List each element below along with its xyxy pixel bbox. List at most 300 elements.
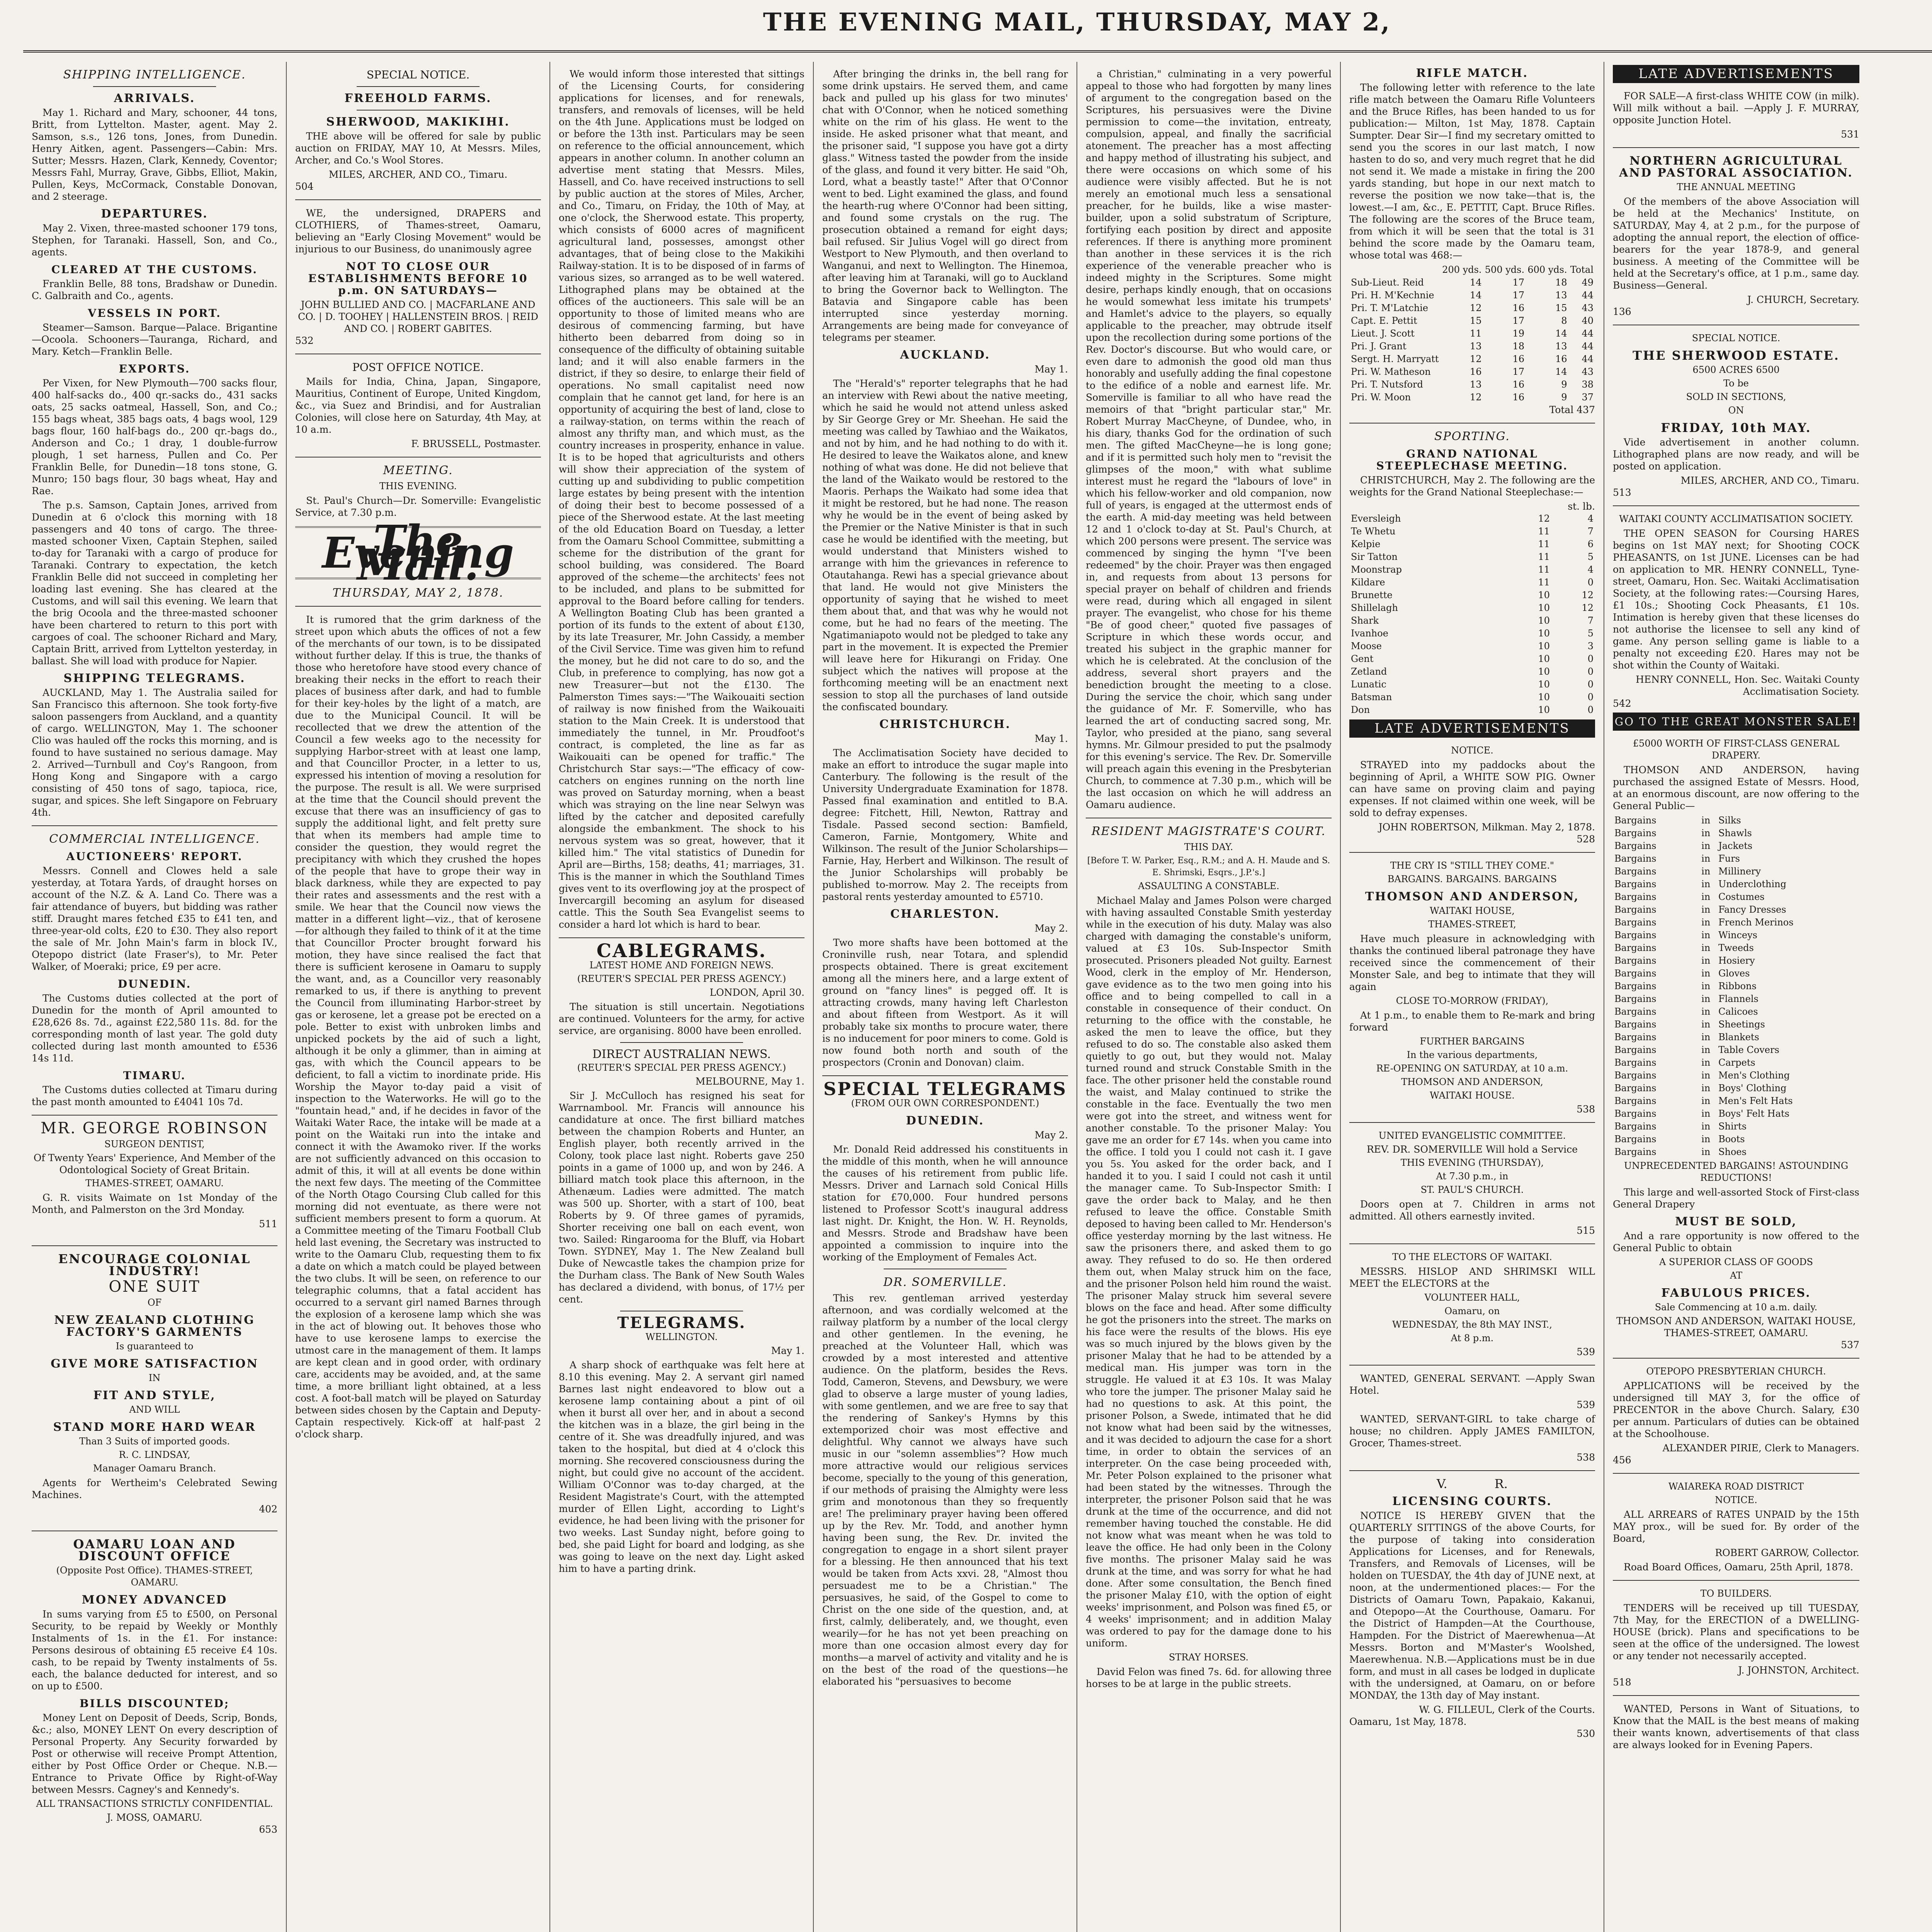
departures-heading: DEPARTURES. [101, 207, 208, 221]
table-cell: Pri. T. Nutsford [1351, 379, 1423, 390]
rm-court-heading: RESIDENT MAGISTRATE'S COURT. [1091, 825, 1326, 838]
table-cell: 3 [1587, 641, 1594, 651]
suit-line: Is guaranteed to [116, 1341, 194, 1352]
bargains-word: Bargains [1614, 853, 1656, 864]
bargains-word: Bargains [1614, 815, 1656, 826]
column-4 [814, 62, 1077, 1932]
bargains-word: Bargains [1614, 1006, 1656, 1017]
monster-sale-sub: £5000 WORTH OF FIRST-CLASS GENERAL DRAPERY. [1633, 738, 1840, 761]
in-word: in [1701, 968, 1711, 979]
editorial-body: It is rumored that the grim darkness of the street upon which abuts the offices of not a few of the merchants of our town, is to be dissipated without further delay. If this is true, the thanks of those who heretofore have stood every chance of breaking their necks in the effort to reach their places of business after dark, and had to fumble for their key-holes by the light of a match, are due to the Municipal Council. It will be recollected that we drew the attention of the Council a few weeks ago to the necessity for supplying Harbor-street with at least one lamp, and that Councillor Procter, in a letter to us, expressed his intention of moving a resolution for the purpose. The result is all. We were surprised at the time that the Council should prevent the excuse that there was an insufficiency of gas to supply the additional light, and felt pretty sure that when its members had ample time to consider the question, they would regret the precipitancy with which they crushed the hopes of the people that have to grope their way in black darkness, while they are expected to pay their rates and assessments and the rest with a smile. We hear that the Council now views the matter in a different light—viz., that of kerosene—for although they failed to think of it at the time that Councillor Procter brought forward his motion, they have since realised the fact that there is sufficient kerosene in Oamaru to supply the want, and, as a Councillor very reasonably remarked to us, if there is anything to prevent the Council from illuminating Harbor-street by gas or kerosene, let a grease pot be erected on a pole. Better to exist with unbroken limbs and unpicked pockets by the aid of such a light, although it be only a glimmer, than in aiming at gas, with which the Council appears to be deficient, to fall a victim to inordinate pride. His Worship the Mayor to-day paid a visit of inspection to the Waterworks. He will go to the "fountain head," and, if he decides in favor of the Waitaki Water Race, the intake will be made at a point on the Waitaki run into the intake and connect it with the Awamoko river. If the works are not sufficiently advanced on this occasion to admit of this, it will at all events be done within the next few days. The meeting of the Committee of the North Otago Coursing Club called for this morning did not eventuate, as there were not sufficient members present to form a quorum. At a Committee meeting of the Timaru Football Club held last evening, the Secretary was instructed to write to the Oamaru Club, requesting them to fix a date on which a match could be played between the two clubs. It will be seen, on reference to our telegraphic columns, that a fatal accident has occurred to a servant girl named Barnes through the explosion of a kerosene lamp which she was in the act of blowing out. It behoves those who have to use kerosene lamps to exercise the utmost care in the management of them. It lamps are kept clean and in good order, with ordinary care, accidents may be avoided, and, at the same time, a more brilliant light obtained, at a less cost. A foot-ball match will be played on Saturday between sides chosen by the Captain and Deputy-Captain respectively. Kick-off at half-past 2 o'clock sharp. [295, 614, 541, 1440]
in-word: in [1701, 853, 1711, 864]
waiareka-sub: NOTICE. [1715, 1495, 1757, 1505]
table-cell: 17 [1512, 315, 1525, 326]
dentist-note: G. R. visits Waimate on 1st Monday of the Month, and Palmerston on the 3rd Monday. [32, 1192, 277, 1215]
waiareka-sign: ROBERT GARROW, Collector. [1715, 1547, 1859, 1558]
dentist-body: Of Twenty Years' Experience, And Member of the Odontological Society of Great Britain. [33, 1152, 276, 1175]
loan-advanced: MONEY ADVANCED [82, 1593, 228, 1607]
suit-note: Agents for Wertheim's Celebrated Sewing Machines. [32, 1477, 277, 1500]
ad-number: 518 [1613, 1677, 1631, 1688]
table-row [1613, 1044, 1859, 1056]
australian-body: Sir J. McCulloch has resigned his seat for Warrnambool. Mr. Francis will announce his candidature at once. The first billiard matches between the champion Roberts and Hunter, an English player, both recently arrived in the Colony, took place last night. Roberts gave 250 points in a game of 1000 up, and won by 246. A billiard match took place this afternoon, in the Athenæum. Ladies were admitted. The match was 500 up. Shorter, with a start of 100, beat Roberts by 9. Of three games of pyramids, Shorter receiving one ball on each event, won two. Sailed: Ringarooma for the Bluff, via Hobart Town. SYDNEY, May 1. The New Zealand bull Duke of Newcastle takes the champion prize for the Durham class. The Bank of New South Wales has declared a dividend, with bonus, of 17½ per cent. [559, 1090, 804, 1305]
table-cell: 12 [1470, 392, 1482, 403]
table-row [1613, 865, 1859, 878]
divider [1613, 1473, 1859, 1474]
freehold-body: THE above will be offered for sale by public auction on FRIDAY, MAY 10, At Messrs. Miles, Archer, and Co.'s Wool Stores. [295, 131, 541, 166]
table-row [1349, 691, 1595, 704]
dunedin-heading: DUNEDIN. [906, 1114, 985, 1128]
electors-heading: TO THE ELECTORS OF WAITAKI. [1392, 1252, 1552, 1262]
unprecedented-must: MUST BE SOLD, [1675, 1215, 1797, 1228]
table-cell: 16 [1555, 354, 1567, 364]
rifle-match-heading: RIFLE MATCH. [1416, 66, 1529, 80]
divider [32, 1245, 277, 1246]
electors-hall: VOLUNTEER HALL, [1424, 1292, 1520, 1303]
otepopo-body: APPLICATIONS will be received by the undersigned till MAY 3, for the office of PRECENTOR in the above Church. Salary, £30 per annum. Particulars of duties can be obtained at the Schoolhouse. [1613, 1380, 1859, 1439]
cable-body: The situation is still uncertain. Negotiations are continued. Volunteers for the army, for active service, are organising. 8000 have been enrolled. [559, 1001, 804, 1036]
shipping-notes: The p.s. Samson, Captain Jones, arrived from Dunedin at 6 o'clock this morning with 18 passengers and 40 tons of cargo. The three-masted schooner Vixen, Captain Stephen, sailed to-day for Taranaki with a cargo of produce for Taranaki. Contrary to expectation, the ketch Franklin Belle did not succeed in completing her loading last evening. She has cleared at the Customs, and will sail this evening. We learn that the brig Ocoola and the three-masted schooner have been chartered to return to this port with cargoes of coal. The schooner Richard and Mary, Captain Britt, arrived from Lyttelton yesterday, in ballast. She will load with produce for Napier. [32, 500, 277, 667]
table-cell: 5 [1587, 551, 1594, 562]
ta-street: THAMES-STREET, [1428, 919, 1516, 930]
bargain-item: Fancy Dresses [1718, 904, 1786, 915]
ad-number: 542 [1613, 698, 1631, 709]
masthead [23, 8, 1932, 53]
in-word: in [1701, 1121, 1711, 1132]
rifle-total-row [1349, 404, 1595, 416]
in-word: in [1701, 866, 1711, 877]
otepopo-sign: ALEXANDER PIRIE, Clerk to Managers. [1662, 1442, 1859, 1454]
waiareka-body: ALL ARREARS of RATES UNPAID by the 15th MAY prox., will be sued for. By order of the Board, [1613, 1509, 1859, 1544]
cry-heading: THE CRY IS "STILL THEY COME." [1390, 860, 1554, 871]
inport-body: Steamer—Samson. Barque—Palace. Brigantine—Ocoola. Schooners—Tauranga, Richard, and Mary. Ketch—Franklin Belle. [32, 322, 277, 357]
table-header-cell: 200 yds. [1442, 264, 1482, 275]
bargains-word: Bargains [1614, 1032, 1656, 1043]
in-word: in [1701, 1146, 1711, 1157]
in-word: in [1701, 840, 1711, 851]
divider [357, 86, 480, 87]
table-cell: 12 [1538, 513, 1550, 524]
builders-heading: TO BUILDERS. [1700, 1588, 1772, 1599]
table-cell: 6 [1587, 539, 1594, 549]
table-cell: 44 [1582, 290, 1594, 301]
table-row [1613, 903, 1859, 916]
bargain-item: Shirts [1718, 1121, 1747, 1132]
charleston-body: Two more shafts have been bottomed at the Croninville rush, near Totara, and splendid prospects obtained. There is great excitement among all the miners here, and a large extent of ground on "fancy lines" is pegged off. It is attracting crowds, many having left Charleston and about fifteen from Westport. As it will probably take six months to procure water, there is no inducement for poor miners to come. Gold is now found both north and south of the prospectors (Cronin and Donovan) claim. [822, 937, 1068, 1068]
bargain-item: Underclothing [1718, 879, 1786, 889]
column-5 [1077, 62, 1341, 1932]
ad-number: 515 [1577, 1225, 1595, 1236]
uec-body: REV. DR. SOMERVILLE Will hold a Service [1366, 1144, 1578, 1155]
table-row [1613, 1056, 1859, 1069]
meeting-heading: MEETING. [383, 464, 453, 477]
table-cell: Kelpie [1351, 539, 1381, 549]
sherwood-body: Vide advertisement in another column. Lithographed plans are now ready, and will be posted on application. [1613, 437, 1859, 472]
ad-number: 528 [1577, 833, 1595, 845]
bargain-item: Blankets [1718, 1032, 1759, 1043]
notice-sign: JOHN ROBERTSON, Milkman. May 2, 1878. [1378, 821, 1595, 833]
ta-sign: THOMSON AND ANDERSON, [1401, 1077, 1543, 1087]
table-header-cell: Total [1570, 264, 1594, 275]
sherwood-acres: 6500 ACRES 6500 [1692, 364, 1780, 375]
australian-attribution: (REUTER'S SPECIAL PER PRESS AGENCY.) [577, 1062, 786, 1073]
special-notice-heading: SPECIAL NOTICE. [366, 68, 470, 81]
bargains-word: Bargains [1614, 866, 1656, 877]
table-row [1613, 993, 1859, 1005]
meeting-body: St. Paul's Church—Dr. Somerville: Evangelistic Service, at 7.30 p.m. [295, 495, 541, 518]
table-row [1613, 852, 1859, 865]
table-row [1349, 551, 1595, 563]
table-cell: Shark [1351, 615, 1379, 626]
table-cell: 11 [1538, 564, 1550, 575]
late-adverts-banner: LATE ADVERTISEMENTS [1613, 65, 1859, 83]
bargains-word: Bargains [1614, 1057, 1656, 1068]
uec-where: ST. PAUL'S CHURCH. [1420, 1184, 1524, 1195]
licensing-sign: W. G. FILLEUL, Clerk of the Courts. [1419, 1704, 1595, 1715]
table-cell: 5 [1587, 628, 1594, 639]
rifle-total-label: Total [1549, 404, 1574, 415]
stray-horses-body: David Felon was fined 7s. 6d. for allowing three horses to be at large in the public streets. [1086, 1666, 1332, 1689]
loan-advert [32, 1538, 277, 1835]
in-word: in [1701, 815, 1711, 826]
telegrams-dateline: May 1. [771, 1345, 804, 1356]
servant-advert-1: WANTED, GENERAL SERVANT. —Apply Swan Hotel. [1349, 1373, 1595, 1396]
ad-number: 532 [295, 335, 314, 346]
table-row [1349, 353, 1595, 366]
uec-when: THIS EVENING (THURSDAY), [1400, 1157, 1544, 1168]
bargains-word: Bargains [1614, 1121, 1656, 1132]
christchurch-heading: CHRISTCHURCH. [879, 718, 1011, 731]
freehold-heading: FREEHOLD FARMS. [344, 92, 492, 105]
table-row [1613, 1018, 1859, 1031]
bargain-item: Sheetings [1718, 1019, 1765, 1030]
uec-heading: UNITED EVANGELISTIC COMMITTEE. [1378, 1130, 1566, 1141]
electors-place: Oamaru, on [1444, 1306, 1500, 1316]
table-cell: 10 [1538, 653, 1550, 664]
otepopo-heading: OTEPOPO PRESBYTERIAN CHURCH. [1646, 1366, 1826, 1377]
unprecedented-fabulous: FABULOUS PRICES. [1661, 1286, 1811, 1300]
australian-dateline: MELBOURNE, May 1. [695, 1076, 804, 1087]
ta-sign-2: WAITAKI HOUSE. [1430, 1090, 1515, 1101]
table-cell: 43 [1582, 366, 1594, 377]
licensing-heading: LICENSING COURTS. [1392, 1495, 1552, 1508]
drapers-agree: NOT TO CLOSE OUR ESTABLISHMENTS BEFORE 10 p.m. ON SATURDAYS— [308, 260, 528, 297]
nopa-body: Of the members of the above Association will be held at the Mechanics' Institute, on SATURDAY, May 4, at 2 p.m., for the purpose of adopting the annual report, the election of office-bearers for the year 1878-9, and general business. A meeting of the Committee will be held at the Secretary's office, at 1 p.m., same day. Business—General. [1613, 196, 1859, 291]
table-cell: 11 [1538, 539, 1550, 549]
exports-body: Per Vixen, for New Plymouth—700 sacks flour, 400 half-sacks do., 400 qr.-sacks do., 431 sacks oats, 25 sacks oatmeal, Hassell, Son, and Co.; 155 bags wheat, 385 bags oats, 4 bags wool, 129 bags flour, 160 half-bags do., 200 qr.-bags do., Anderson and Co.; 1 dray, 1 double-furrow plough, 1 set harness, Pullen and Co. Per Franklin Belle, for Dunedin—18 tons stone, G. Munro; 150 bags flour, 30 bags wheat, Hay and Rae. [32, 378, 277, 497]
auctioneers-body: Messrs. Connell and Clowes held a sale yesterday, at Totara Yards, of draught horses on account of the N.Z. & A. Land Co. There was a fair attendance of buyers, but bidding was rather stiff. Draught mares fetched £35 to £41 ten, and three-year-old colts, £20 to £30. They also report the sale of Mr. John Main's farm in block IV., Otepopo district (late Fraser's), to Mr. Peter Walker, of Moeraki; price, £9 per acre. [32, 865, 277, 972]
in-word: in [1701, 879, 1711, 889]
bargain-item: Shawls [1718, 828, 1752, 838]
uec-time: At 7.30 p.m., in [1436, 1171, 1509, 1182]
table-row [1349, 276, 1595, 289]
table-cell: Pri. T. M'Latchie [1351, 303, 1429, 313]
ad-number: 538 [1577, 1104, 1595, 1115]
meeting-sub: THIS EVENING. [379, 481, 457, 492]
ad-number: 653 [259, 1824, 277, 1835]
table-row [1613, 1069, 1859, 1082]
table-row [1613, 891, 1859, 903]
table-row [1613, 1031, 1859, 1044]
sherwood-sold: SOLD IN SECTIONS, [1686, 391, 1786, 402]
in-word: in [1701, 1019, 1711, 1030]
special-telegrams-heading: SPECIAL TELEGRAMS [823, 1078, 1067, 1099]
christchurch-dateline: May 1. [1034, 733, 1068, 744]
bargain-item: Men's Felt Hats [1718, 1095, 1793, 1106]
newspaper-page [23, 62, 1932, 1932]
table-cell: 44 [1582, 328, 1594, 339]
table-row [1613, 1095, 1859, 1107]
ta-further: FURTHER BARGAINS [1420, 1036, 1525, 1047]
table-cell: 11 [1538, 577, 1550, 588]
uec-note: Doors open at 7. Children in arms not admitted. All others earnestly invited. [1349, 1199, 1595, 1222]
bargain-item: Gloves [1718, 968, 1750, 979]
masthead-title: THE EVENING MAIL, THURSDAY, MAY 2, [763, 8, 1391, 37]
table-row [1613, 1005, 1859, 1018]
table-cell: 43 [1582, 303, 1594, 313]
in-word: in [1701, 1083, 1711, 1094]
bargain-item: Winceys [1718, 930, 1757, 940]
ad-number: 539 [1577, 1346, 1595, 1357]
unprecedented-body: This large and well-assorted Stock of First-class General Drapery [1613, 1187, 1859, 1210]
sherwood-sign: MILES, ARCHER, AND CO., Timaru. [1680, 475, 1859, 486]
column-3 [550, 62, 814, 1932]
ad-number: 538 [1577, 1452, 1595, 1463]
telegrams-place: WELLINGTON. [645, 1332, 718, 1342]
ad-number: 537 [1841, 1339, 1859, 1350]
loan-footer: ALL TRANSACTIONS STRICTLY CONFIDENTIAL. [36, 1798, 273, 1809]
bargains-word: Bargains [1614, 1095, 1656, 1106]
in-word: in [1701, 1134, 1711, 1145]
bargain-item: Shoes [1718, 1146, 1747, 1157]
ta-close: CLOSE TO-MORROW (FRIDAY), [1396, 995, 1549, 1006]
column-1 [23, 62, 287, 1932]
rifle-scores-table [1349, 264, 1595, 404]
table-cell: 17 [1512, 277, 1525, 288]
table-cell: Moose [1351, 641, 1382, 651]
grand-national-heading: GRAND NATIONAL STEEPLECHASE MEETING. [1376, 447, 1568, 472]
post-office-sign: F. BRUSSELL, Postmaster. [411, 438, 541, 449]
table-cell: 10 [1538, 590, 1550, 600]
sherwood-heading: THE SHERWOOD ESTATE. [1633, 348, 1840, 363]
table-cell: Pri. W. Matheson [1351, 366, 1431, 377]
table-header-row [1349, 264, 1595, 276]
table-cell: Gent [1351, 653, 1374, 664]
sporting-heading: SPORTING. [1434, 430, 1510, 443]
dentist-advert [32, 1119, 277, 1230]
bargains-word: Bargains [1614, 891, 1656, 902]
table-cell: Brunette [1351, 590, 1393, 600]
table-cell: 16 [1512, 303, 1525, 313]
weights-units: st. lb. [1568, 501, 1595, 512]
table-cell: 12 [1470, 303, 1482, 313]
table-row [1349, 512, 1595, 525]
unprecedented-heading: UNPRECEDENTED BARGAINS! ASTOUNDING REDUCTIONS! [1624, 1160, 1849, 1183]
cable-attribution: (REUTER'S SPECIAL PER PRESS AGENCY.) [577, 973, 786, 984]
table-cell: 10 [1538, 704, 1550, 715]
table-cell: 11 [1538, 526, 1550, 537]
bargains-word: Bargains [1614, 1108, 1656, 1119]
table-cell: 14 [1470, 290, 1482, 301]
table-cell: 10 [1538, 641, 1550, 651]
table-cell: 13 [1555, 341, 1567, 352]
divider [1613, 1580, 1859, 1581]
section-commercial: COMMERCIAL INTELLIGENCE. [49, 832, 260, 846]
table-row [1613, 1120, 1859, 1133]
table-row [1349, 653, 1595, 665]
dentist-address: THAMES-STREET, OAMARU. [85, 1178, 224, 1189]
table-cell: 13 [1470, 379, 1482, 390]
table-row [1349, 289, 1595, 302]
table-row [1349, 391, 1595, 404]
wcas-sign: HENRY CONNELL, Hon. Sec. Waitaki County Acclimatisation Society. [1636, 674, 1859, 697]
suit-line: Than 3 Suits of imported goods. [79, 1436, 230, 1447]
christchurch-body: The Acclimatisation Society have decided to make an effort to introduce the sugar maple into Canterbury. The following is the result of the University Undergraduate Examination for 1878. Passed final examination and entitled to B.A. degree: Fitchett, Hill, Newton, Rattray and Tisdale. Passed second section: Bamfield, Cameron, Farnie, Montgomery, White and Wilkinson. The result of the Junior Scholarships—Farnie, Hay, Herbert and Wilkinson. The result of the Junior Scholarships will probably be published to-morrow. May 2. The receipts from pastoral rents yesterday amounted to £5710. [822, 747, 1068, 902]
charleston-dateline: May 2. [1034, 923, 1068, 934]
bargains-word: Bargains [1614, 1146, 1656, 1157]
bargains-word: Bargains [1614, 840, 1656, 851]
cablegrams-heading: CABLEGRAMS. [596, 940, 767, 962]
local-news-body: We would inform those interested that sittings of the Licensing Courts, for considering applications for licenses, and for renewals, transfers, and removals of licenses, will be held on the 4th June. Applications must be lodged on or before the 13th inst. Particulars may be seen on reference to the official announcement, which appears in another column. In another column an advertise ment stating that Messrs. Miles, Hassell, and Co. have received instructions to sell by public auction at the stores of Miles, Archer, and Co., Timaru, on Friday, the 10th of May, at one o'clock, the Sherwood estate. This property, which consists of 6000 acres of magnificent agricultural land, possesses, amongst other advantages, that of being close to the Makikihi Railway-station. It is to be disposed of in farms of various sizes, so arranged as to be well watered. Lithographed plans may be obtained at the offices of the auctioneers. This sale will be an opportunity to those of limited means who are desirous of commencing farming, but have hitherto been debarred from doing so in consequence of the difficulty of obtaining suitable land; and it will also enable farmers in the district, if they so desire, to enlarge their field of operations. No small capitalist need now complain that he cannot get land, for here is an opportunity of acquiring the best of land, close to a railway-station, on terms within the reach of almost any thrifty man, and which must, as the country increases in prosperity, enhance in value. It is to be hoped that agriculturists and others will show their appreciation of the system of cutting up and subdividing to public competition large estates by being present with the intention of doing their best to become possessed of a piece of the Sherwood estate. At the last meeting of the old Education Board on Tuesday, a letter from the Oamaru School Committee, submitting a scheme for the distribution of the grant for school building, was considered. The Board approved of the scheme—the architects' fees not to be included, and plans to be submitted for approval to the Board before calling for tenders. A Wellington Boating Club has been granted a portion of its funds to the extent of about £130, by its late Treasurer, Mr. John Cassidy, a member of the Civil Service. Time was given him to refund the money, but he did not care to do so, and the Club, in preference to complying, has now got a new Treasurer—but not the £130. The Palmerston Times says:—"The Waikouaiti section of railway is now finished from the Waikouaiti station to the Main Creek. It is understood that immediately the tunnel, in Mr. Proudfoot's contract, is completed, the line as far as Waikouaiti can be opened for traffic." The Christchurch Star says:—"The efficacy of cow-catchers on engines running on the north line was proved on Saturday morning, when a beast which was straying on the line near Selwyn was lifted by the catcher and deposited carefully alongside the embankment. The shock to his nervous system was so great, however, that it killed him." The vital statistics of Dunedin for April are—Births, 158; deaths, 41; marriages, 31. This is the manner in which the Southland Times gives vent to its overflowing joy at the prospect of Invercargill becoming an asylum for diseased cattle. This the South Sea Evangelist seems to consider a hard lot which is hard to bear. [559, 68, 804, 930]
table-cell: 10 [1538, 628, 1550, 639]
in-word: in [1701, 828, 1711, 838]
auckland-dateline: May 1. [1034, 364, 1068, 375]
nopa-sign: J. CHURCH, Secretary. [1747, 294, 1859, 305]
table-row [1613, 1146, 1859, 1158]
table-cell: 14 [1470, 277, 1482, 288]
electors-time: At 8 p.m. [1451, 1333, 1494, 1344]
table-cell: 38 [1582, 379, 1594, 390]
table-cell: Eversleigh [1351, 513, 1401, 524]
column-6 [1341, 62, 1604, 1932]
nopa-heading: NORTHERN AGRICULTURAL AND PASTORAL ASSOCIATION. [1619, 154, 1853, 180]
somerville-heading: DR. SOMERVILLE. [883, 1276, 1007, 1289]
table-cell: Capt. E. Pettit [1351, 315, 1417, 326]
servant-advert-2: WANTED, SERVANT-GIRL to take charge of house; no children. Apply JAMES FAMILTON, Grocer, Thames-street. [1349, 1413, 1595, 1449]
monster-sale-banner: GO TO THE GREAT MONSTER SALE! [1613, 713, 1859, 731]
drapers-body: WE, the undersigned, DRAPERS and CLOTHIERS, of Thames-street, Oamaru, believing an "Early Closing Movement" would be injurious to our Business, do unanimously agree [295, 207, 541, 255]
exports-heading: EXPORTS. [119, 362, 190, 375]
table-cell: 14 [1555, 328, 1567, 339]
post-office-body: Mails for India, China, Japan, Singapore, Mauritius, Continent of Europe, United Kingdom, &c., via Suez and Brindisi, and for Australian Colonies, will close here on Saturday, 4th May, at 10 a.m. [295, 376, 541, 435]
sherwood-heading: SHERWOOD, MAKIKIHI. [326, 115, 510, 129]
bargains-word: Bargains [1614, 879, 1656, 889]
telegrams-body: A sharp shock of earthquake was felt here at 8.10 this evening. May 2. A servant girl named Barnes last night endeavored to blow out a kerosene lamp containing about a pint of oil when it burst all over her, and in about a second the kitchen was in a blaze, the girl being in the centre of it. She was dreadfully injured, and was taken to the hospital, but died at 4 o'clock this morning. She recovered consciousness during the night, but could give no account of the accident. William O'Connor was to-day charged, at the Resident Magistrate's Court, with the attempted murder of Ellen Light, according to Light's evidence, he had been living with the prisoner for two weeks. Last Sunday night, before going to bed, she paid Light for board and lodging, as she was going to leave on the next day. Light asked him to have a parting drink. [559, 1359, 804, 1574]
table-cell [1349, 264, 1440, 276]
table-row [1613, 916, 1859, 929]
table-cell: 11 [1470, 328, 1482, 339]
table-row [1349, 327, 1595, 340]
table-cell: 44 [1582, 341, 1594, 352]
somerville-continued: a Christian," culminating in a very powerful appeal to those who had forgotten by many lines of argument to the congregation based on the Scriptures, his persuasives were the Divine permission to come—the invitation, entreaty, compulsion, appeal, and finally the sacrificial atonement. The preacher has a most affecting and happy method of illustrating his subject, and there were occasions on which some of his audience were visibly affected. But he is not merely an emotional much less a sensational preacher, for he builds, like a wise master-builder, upon a solid substratum of Scripture, fortifying each position by direct and apposite references. If there is anything more prominent than another in these services it is the rich experience of the venerable preacher who is indeed mighty in the Scriptures. Some might desire, perhaps kindly enough, that on occasions he would somewhat less imitate his trumpets' and Hamlet's advice to the players, so equally applicable to the preacher, may obtrude itself upon the recollection during some portions of the Rev. Doctor's discourse. But who would care, or even dare to admonish the good old man thus honorably and usefully adding the final copestone to the edifice of a noble and earnest life. Mr. Somerville is familiar to all who have read the memoirs of that "bright particular star," Mr. Robert Murray MacCheyne, of Dundee, who, in his diary, thanks God for the ordination of such men. The gifted MacCheyne—he is long gone; and if it is permitted such holy men to "revisit the glimpses of the moon," with what sublime interest must he regard the "labours of love" in which his fellow-worker and old companion, now full of years, is engaged at the uttermost ends of the earth. A mid-day meeting was held between 12 and 1 o'clock to-day at St. Paul's Church, at which 200 persons were present. The service was commenced by singing the hymn "I've been redeemed" by the choir. Prayer was then engaged in, and requests from about 13 persons for special prayer on behalf of children and friends were read, during which all engaged in silent prayer. The evangelist, who chose for his theme "Be of good cheer," quoted five passages of Scripture in which these words occur, and treated his subject in the graphic manner for which he is celebrated. At the conclusion of the address, several short prayers and the benediction brought the meeting to a close. During the service the choir, which sang under the guidance of Mr. F. Somerville, who has learned the art of conducting sacred song, Mr. Taylor, who presided at the piano, sang several hymns. Mr. Gilmour presided to put the psalmody for this evening's service. The Rev. Dr. Somerville will preach again this evening in the Presbyterian Church, to commence at 7.30 p.m., which will be the last occasion on which he will address an Oamaru audience. [1086, 68, 1332, 810]
table-cell: 49 [1582, 277, 1594, 288]
suit-line: OF [147, 1297, 162, 1308]
timaru-customs-body: The Customs duties collected at Timaru during the past month amounted to £4041 10s 7d. [32, 1084, 277, 1107]
table-cell: 7 [1587, 615, 1594, 626]
table-cell: 19 [1512, 328, 1525, 339]
arrivals-body: May 1. Richard and Mary, schooner, 44 tons, Britt, from Lyttelton. Master, agent. May 2. Samson, s.s., 126 tons, Jones, from Dunedin. Henry Aitken, agent. Passengers—Cabin: Mrs. Sutter; Messrs. Hazen, Clark, Kennedy, Coventor; Messrs Fahl, Murray, Grave, Gibbs, Elliot, Makin, Pullen, Keys, McCormack, Constable Donovan, and 2 steerage. [32, 107, 277, 202]
table-cell: 44 [1582, 354, 1594, 364]
divider [32, 825, 277, 826]
ad-number: 504 [295, 181, 314, 192]
bargains-word: Bargains [1614, 1019, 1656, 1030]
table-cell: 0 [1587, 653, 1594, 664]
bargains-word: Bargains [1614, 1044, 1656, 1055]
grand-national-body: CHRISTCHURCH, May 2. The following are the weights for the Grand National Steeplechase:— [1349, 474, 1595, 498]
table-row [1349, 302, 1595, 315]
table-cell: 10 [1538, 615, 1550, 626]
ta-reopen: RE-OPENING ON SATURDAY, at 10 a.m. [1376, 1063, 1568, 1074]
table-cell: Ivanhoe [1351, 628, 1388, 639]
table-row [1613, 1133, 1859, 1146]
column-7 [1604, 62, 1868, 1932]
waiareka-heading: WAIAREKA ROAD DISTRICT [1668, 1481, 1804, 1492]
suit-line: GIVE MORE SATISFACTION [51, 1357, 259, 1371]
divider [295, 606, 541, 607]
licensing-date: Oamaru, 1st May, 1878. [1349, 1716, 1467, 1727]
ta-body-2: At 1 p.m., to enable them to Re-mark and bring forward [1349, 1010, 1595, 1033]
dentist-title: SURGEON DENTIST, [104, 1139, 205, 1150]
bargains-word: Bargains [1614, 981, 1656, 992]
table-cell: 15 [1555, 303, 1567, 313]
table-cell: Sub-Lieut. Reid [1351, 277, 1424, 288]
cable-dateline: LONDON, April 30. [709, 987, 804, 998]
table-cell: Kildare [1351, 577, 1385, 588]
table-row [1613, 1082, 1859, 1095]
table-header-cell: 600 yds. [1527, 264, 1567, 275]
divider [32, 1115, 277, 1116]
nopa-sub: THE ANNUAL MEETING [1677, 182, 1796, 192]
table-cell: 16 [1512, 379, 1525, 390]
in-word: in [1701, 1095, 1711, 1106]
table-cell: 10 [1538, 666, 1550, 677]
table-cell: 16 [1512, 354, 1525, 364]
waiareka-date: Road Board Offices, Oamaru, 25th April, 1878. [1624, 1561, 1854, 1573]
bargain-item: Men's Clothing [1718, 1070, 1790, 1081]
ta-body: Have much pleasure in acknowledging with thanks the continued liberal patronage they have received since the commencement of their Monster Sale, and beg to intimate that they will again [1349, 933, 1595, 992]
situations-advert: WANTED, Persons in Want of Situations, to Know that the MAIL is the best means of making their wants known, advertisements of that class are always looked for in Evening Papers. [1613, 1703, 1859, 1750]
telegrams-continued: After bringing the drinks in, the bell rang for some drink upstairs. He served them, and came back and pulled up his glass for two minutes' chat with O'Connor, when he noticed something white on the rim of his glass. He went to the inside. He asked prisoner what that meant, and the prisoner said, "I suppose you have got a dirty glass." Witness tasted the powder from the inside of the glass, and found it very bitter. He said "Oh, Lord, what a beastly taste!" After that O'Connor went to bed. Light examined the glass, and found the hearth-rug where O'Connor had been sitting, and found some crystals on the rug. The prosecution obtained a remand for eight days; bail refused. Sir Julius Vogel will go direct from Westport to New Plymouth, and then overland to Wanganui, and next to Wellington. The Hinemoa, after leaving him at Taranaki, will go to Auckland to bring the Governor back to Wellington. The Batavia and Singapore cable has been interrupted since yesterday morning. Arrangements are being made for conveyance of telegrams per steamer. [822, 68, 1068, 343]
divider [1613, 505, 1859, 506]
bills-body: Money Lent on Deposit of Deeds, Scrip, Bonds, &c.; also, MONEY LENT On every description of Personal Property. Any Security forwarded by Post or otherwise will receive Prompt Attention, either by Post Office Order or Cheque. N.B.—Entrance to Private Office by Right-of-Way between Messrs. Cagney's and Kennedy's. [32, 1712, 277, 1795]
ad-number: 402 [259, 1503, 277, 1515]
table-cell: 12 [1470, 354, 1482, 364]
cable-sub: LATEST HOME AND FOREIGN NEWS. [589, 960, 774, 971]
column-2 [287, 62, 550, 1932]
bargains-word: Bargains [1614, 993, 1656, 1004]
auctioneers-heading: AUCTIONEERS' REPORT. [66, 850, 243, 863]
late-adverts-banner: LATE ADVERTISEMENTS [1349, 719, 1595, 738]
bargain-item: Ribbons [1718, 981, 1757, 992]
unprecedented-sign: THOMSON AND ANDERSON, WAITAKI HOUSE, THAMES-STREET, OAMARU. [1616, 1315, 1856, 1338]
table-row [1349, 366, 1595, 378]
australian-heading: DIRECT AUSTRALIAN NEWS. [592, 1048, 771, 1061]
table-row [1613, 980, 1859, 993]
bargains-word: Bargains [1614, 828, 1656, 838]
drapers-names: JOHN BULLIED AND CO. | MACFARLANE AND CO. | D. TOOHEY | HALLENSTEIN BROS. | REID AND CO. | ROBERT GABITES. [298, 299, 539, 334]
dunedin-customs-heading: DUNEDIN. [117, 978, 192, 990]
table-cell: Don [1351, 704, 1370, 715]
table-cell: 0 [1587, 679, 1594, 690]
paper-nameplate: The Evening Mail. [295, 526, 541, 579]
table-row [1349, 602, 1595, 614]
table-row [1613, 840, 1859, 852]
ad-number: 530 [1577, 1728, 1595, 1739]
table-cell: 12 [1582, 602, 1594, 613]
table-cell: 0 [1587, 577, 1594, 588]
freehold-sign: MILES, ARCHER, AND CO., Timaru. [328, 169, 508, 180]
in-word: in [1701, 891, 1711, 902]
bargain-item: French Merinos [1718, 917, 1794, 928]
